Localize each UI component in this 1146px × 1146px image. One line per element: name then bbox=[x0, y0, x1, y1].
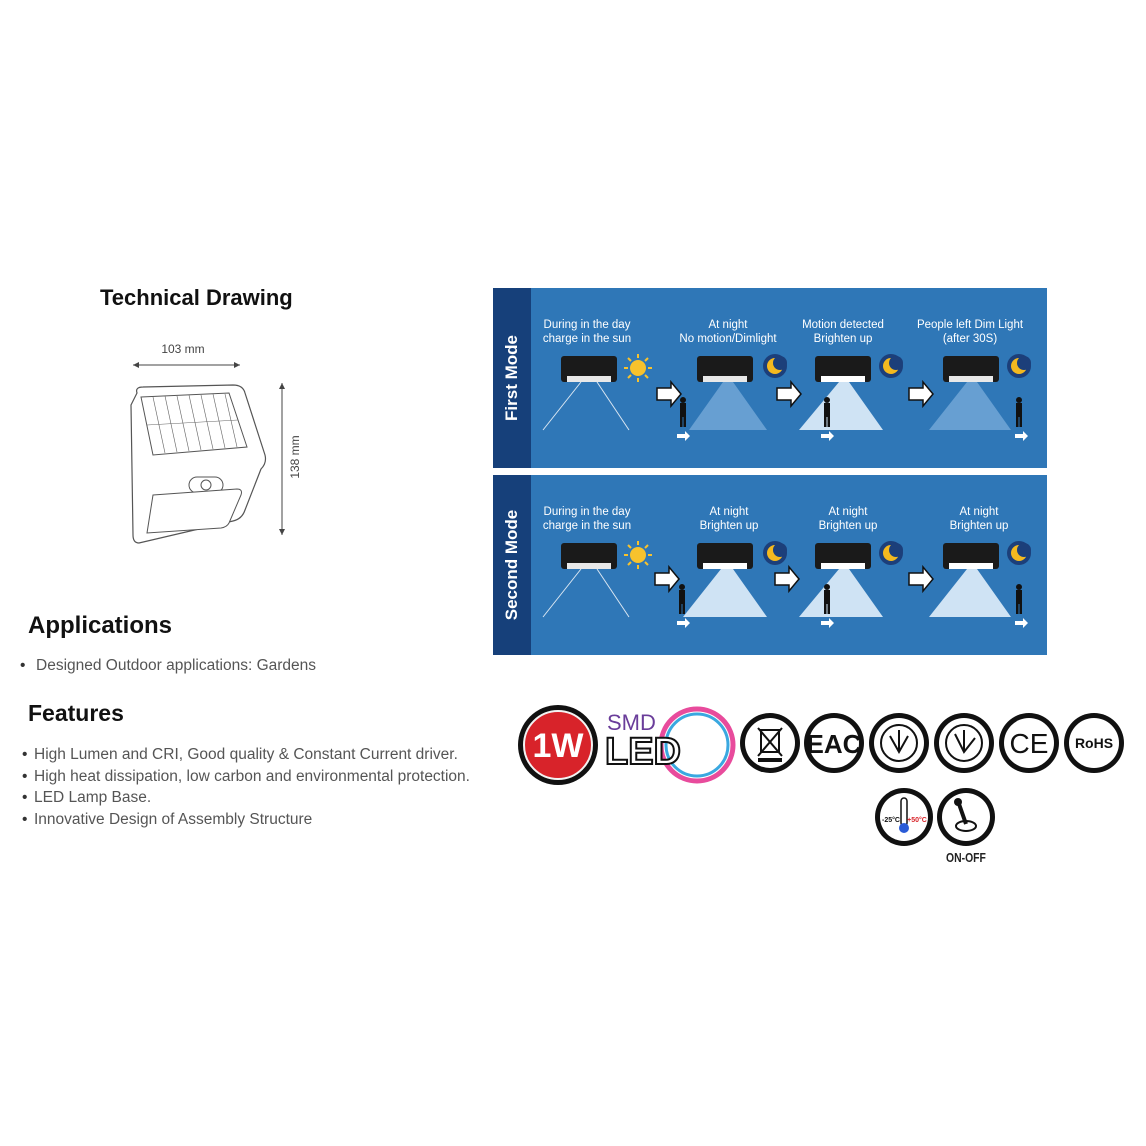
arrow-icon bbox=[909, 567, 933, 591]
person-icon bbox=[1016, 397, 1022, 427]
svg-text:SMD: SMD bbox=[607, 710, 656, 735]
onoff-label: ON-OFF bbox=[946, 850, 986, 865]
smd-led-logo bbox=[605, 709, 733, 781]
svg-text:-25°C: -25°C bbox=[882, 817, 900, 824]
lamp-icon bbox=[561, 543, 617, 569]
list-item: • High heat dissipation, low carbon and environmental protection. bbox=[22, 766, 470, 788]
switch-icon bbox=[937, 788, 995, 846]
energy-mark-2-icon bbox=[934, 713, 994, 773]
arrow-icon bbox=[909, 382, 933, 406]
first-mode-tab bbox=[493, 288, 531, 468]
list-item: • High Lumen and CRI, Good quality & Constant Current driver. bbox=[22, 744, 470, 766]
svg-text:LED: LED bbox=[605, 731, 681, 773]
features-list bbox=[22, 744, 470, 831]
step-caption: During in the day charge in the sun bbox=[542, 506, 632, 532]
person-icon bbox=[1016, 584, 1022, 614]
ce-icon bbox=[999, 713, 1059, 773]
weee-bin-icon bbox=[740, 713, 800, 773]
moon-icon bbox=[1007, 541, 1031, 565]
height-dimension-label: 138 mm bbox=[288, 435, 302, 479]
step-caption: At night No motion/Dimlight bbox=[679, 319, 777, 345]
lamp-icon bbox=[943, 543, 999, 569]
eac-icon bbox=[804, 713, 864, 773]
list-item: • LED Lamp Base. bbox=[22, 787, 470, 809]
second-mode-label: Second Mode bbox=[502, 509, 521, 621]
svg-text:CE: CE bbox=[1009, 728, 1049, 759]
person-icon bbox=[679, 584, 685, 614]
step-caption: At night Brighten up bbox=[699, 506, 759, 532]
step-caption: At night Brighten up bbox=[818, 506, 878, 532]
energy-mark-icon bbox=[869, 713, 929, 773]
step-caption: At night Brighten up bbox=[949, 506, 1009, 532]
arrow-icon bbox=[775, 567, 799, 591]
first-mode-label: First Mode bbox=[502, 335, 521, 421]
moon-icon bbox=[763, 354, 787, 378]
svg-text:1W: 1W bbox=[532, 727, 584, 765]
arrow-icon bbox=[657, 382, 681, 406]
step-caption: People left Dim Light (after 30S) bbox=[916, 319, 1024, 345]
lamp-icon bbox=[815, 356, 871, 382]
moon-icon bbox=[1007, 354, 1031, 378]
applications-title: Applications bbox=[28, 612, 173, 639]
width-dimension-label: 103 mm bbox=[161, 342, 205, 356]
second-mode-illustration bbox=[531, 475, 1047, 655]
list-item: • Designed Outdoor applications: Gardens bbox=[20, 657, 316, 675]
first-mode-panel bbox=[493, 288, 1047, 468]
moon-icon bbox=[879, 541, 903, 565]
sun-icon bbox=[624, 354, 652, 382]
lamp-icon bbox=[697, 543, 753, 569]
arrow-icon bbox=[655, 567, 679, 591]
power-1w-icon bbox=[518, 705, 598, 785]
first-mode-illustration bbox=[531, 288, 1047, 468]
technical-drawing-title: Technical Drawing bbox=[100, 285, 293, 310]
technical-drawing bbox=[125, 335, 325, 555]
second-mode-tab bbox=[493, 475, 531, 655]
step-caption: Motion detected Brighten up bbox=[802, 319, 884, 345]
lamp-icon bbox=[943, 356, 999, 382]
moon-icon bbox=[879, 354, 903, 378]
arrow-icon bbox=[777, 382, 801, 406]
person-icon bbox=[680, 397, 686, 427]
temperature-icon bbox=[875, 788, 933, 846]
rohs-icon bbox=[1064, 713, 1124, 773]
svg-text:EAC: EAC bbox=[806, 729, 862, 759]
lamp-icon bbox=[815, 543, 871, 569]
svg-text:RoHS: RoHS bbox=[1074, 735, 1114, 751]
second-mode-panel bbox=[493, 475, 1047, 655]
list-item: • Innovative Design of Assembly Structure bbox=[22, 809, 470, 831]
step-caption: During in the day charge in the sun bbox=[542, 319, 632, 345]
lamp-icon bbox=[697, 356, 753, 382]
lamp-icon bbox=[561, 356, 617, 382]
applications-list bbox=[20, 657, 316, 675]
certification-badges bbox=[515, 700, 1145, 880]
svg-text:+50°C: +50°C bbox=[907, 817, 927, 824]
features-title: Features bbox=[28, 700, 124, 726]
moon-icon bbox=[763, 541, 787, 565]
sun-icon bbox=[624, 541, 652, 569]
